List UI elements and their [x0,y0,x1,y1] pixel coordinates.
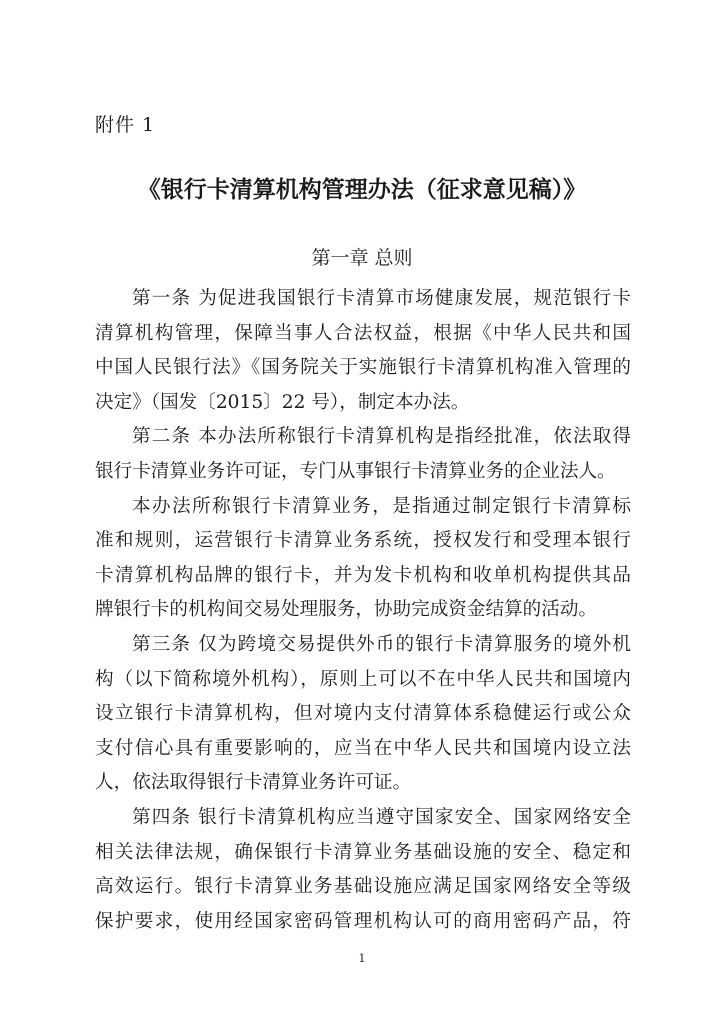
body-line: 第一条 为促进我国银行卡清算市场健康发展，规范银行卡 [132,288,631,309]
body-line: 本办法所称银行卡清算业务，是指通过制定银行卡清算标 [132,495,631,517]
body-line: 设立银行卡清算机构，但对境内支付清算体系稳健运行或公众 [95,703,631,725]
chapter-heading: 第一章 总则 [311,247,413,269]
body-line: 保护要求，使用经国家密码管理机构认可的商用密码产品，符 [95,910,631,932]
body-line: 高效运行。银行卡清算业务基础设施应满足国家网络安全等级 [95,876,631,898]
body-line: 构（以下简称境外机构），原则上可以不在中华人民共和国境内 [95,668,631,690]
body-text [95,282,631,939]
body-line: 卡清算机构品牌的银行卡，并为发卡机构和收单机构提供其品 [95,564,631,586]
body-line: 第三条 仅为跨境交易提供外币的银行卡清算服务的境外机 [132,633,631,655]
body-line: 中国人民银行法》《国务院关于实施银行卡清算机构准入管理的 [95,357,631,379]
page-number: 1 [358,952,366,965]
body-line: 相关法律法规，确保银行卡清算业务基础设施的安全、稳定和 [95,841,631,863]
body-line: 决定》（国发〔2015〕22 号），制定本办法。 [95,391,470,413]
document-title: 《银行卡清算机构管理办法（征求意见稿）》 [137,176,587,203]
body-line: 银行卡清算业务许可证，专门从事银行卡清算业务的企业法人。 [95,460,616,482]
body-line: 第二条 本办法所称银行卡清算机构是指经批准，依法取得 [132,426,631,448]
attachment-label: 附件 1 [95,114,156,136]
body-line: 清算机构管理，保障当事人合法权益，根据《中华人民共和国 [95,322,631,344]
body-line: 准和规则，运营银行卡清算业务系统，授权发行和受理本银行 [95,530,631,552]
body-line: 第四条 银行卡清算机构应当遵守国家安全、国家网络安全 [132,806,631,828]
body-line: 人，依法取得银行卡清算业务许可证。 [95,772,412,794]
body-line: 支付信心具有重要影响的，应当在中华人民共和国境内设立法 [95,737,631,759]
body-line: 牌银行卡的机构间交易处理服务，协助完成资金结算的活动。 [95,599,598,621]
